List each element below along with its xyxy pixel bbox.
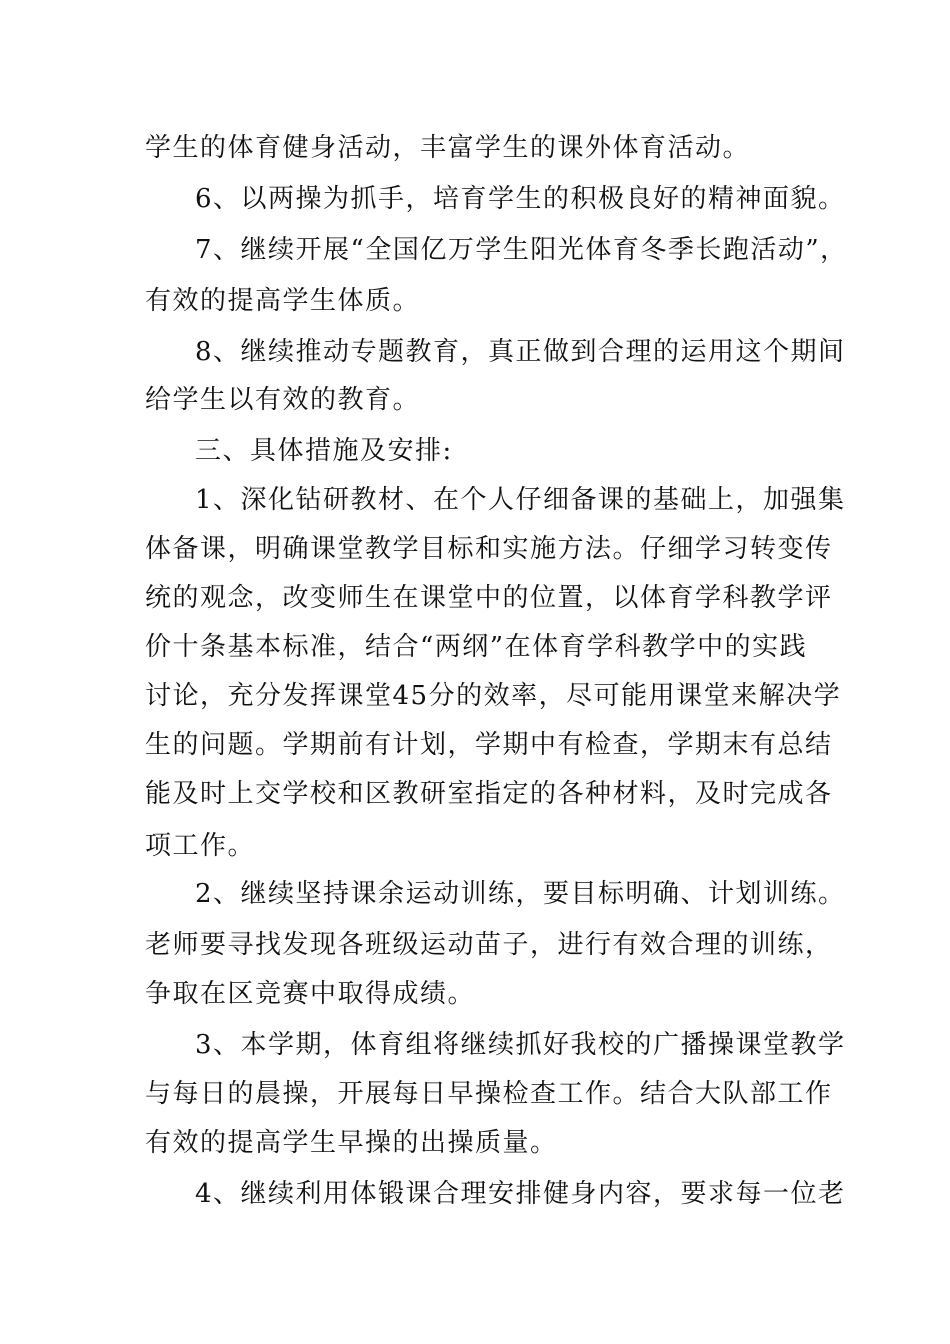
section-heading: 三、具体措施及安排: [195,436,453,466]
text-line: 1、深化钻研教材、在个人仔细备课的基础上，加强集 [195,485,846,515]
text-line: 4、继续利用体锻课合理安排健身内容，要求每一位老 [195,1179,846,1209]
text-line: 学生的体育健身活动，丰富学生的课外体育活动。 [145,133,751,163]
text-line: 能及时上交学校和区教研室指定的各种材料，及时完成各 [145,779,833,809]
text-line: 给学生以有效的教育。 [145,385,421,415]
text-line: 有效的提高学生早操的出操质量。 [145,1128,558,1158]
text-line: 3、本学期，体育组将继续抓好我校的广播操课堂教学 [195,1030,846,1060]
text-line: 体备课，明确课堂教学目标和实施方法。仔细学习转变传 [145,534,833,564]
text-line: 有效的提高学生体质。 [145,286,421,316]
text-line: 讨论，充分发挥课堂45分的效率，尽可能用课堂来解决学 [145,681,842,711]
text-line: 生的问题。学期前有计划，学期中有检查，学期末有总结 [145,730,833,760]
text-line: 7、继续开展“全国亿万学生阳光体育冬季长跑活动”， [195,235,848,265]
text-line: 8、继续推动专题教育，真正做到合理的运用这个期间 [195,337,846,367]
text-line: 统的观念，改变师生在课堂中的位置，以体育学科教学评 [145,583,833,613]
text-line: 项工作。 [145,831,256,861]
text-line: 与每日的晨操，开展每日早操检查工作。结合大队部工作 [145,1079,833,1109]
text-line: 争取在区竞赛中取得成绩。 [145,979,476,1009]
text-line: 老师要寻找发现各班级运动苗子，进行有效合理的训练， [145,930,833,960]
text-line: 价十条基本标准，结合“两纲”在体育学科教学中的实践 [145,632,808,662]
text-line: 2、继续坚持课余运动训练，要目标明确、计划训练。 [195,879,846,909]
text-line: 6、以两操为抓手，培育学生的积极良好的精神面貌。 [195,184,846,214]
